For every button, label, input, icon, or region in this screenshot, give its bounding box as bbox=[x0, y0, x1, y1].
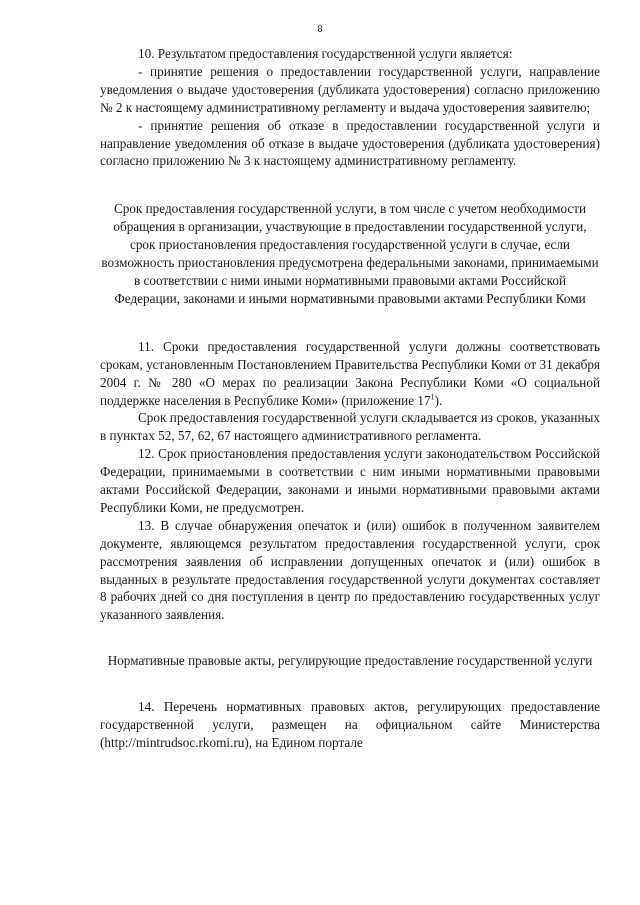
spacer bbox=[100, 308, 600, 338]
paragraph-11-b: Срок предоставления государственной услуги складывается из сроков, указанных в пунктах 52, 57, 62, 67 настоящего административного регламента. bbox=[100, 410, 600, 444]
paragraph-11-tail: ). bbox=[434, 392, 443, 408]
spacer bbox=[100, 170, 600, 200]
paragraph-11-text: 11. Сроки предоставления государственной услуги должны соответствовать срокам, установленным Постановлением Правительства Республики Коми от 31 декабря 2004 г. № 280 «О мерах по реализации Закона Республики Коми «О социальной поддержке населения в Республике Коми» (приложение 17 bbox=[100, 338, 600, 408]
section-heading-legal-acts: Нормативные правовые акты, регулирующие предоставление государственной услуги bbox=[107, 653, 593, 669]
page-number: 8 bbox=[317, 24, 323, 35]
section-heading-service-terms: Срок предоставления государственной услуги, в том числе с учетом необходимости обращения в организации, участвующие в предоставлении государственной услуги, срок приостановления предоставления государственной услуги в случае, если возможность приостановления предусмотрена федеральными законами, принимаемыми в соответствии с ними иными нормативными правовыми актами Российской Федерации, законами и иными нормативными правовыми актами Республики Коми bbox=[101, 201, 599, 306]
paragraph-14: 14. Перечень нормативных правовых актов, регулирующих предоставление государственной услуги, размещен на официальном сайте Министерства (http://mintrudsoc.rkomi.ru), на Едином портале bbox=[100, 699, 600, 750]
paragraph-13: 13. В случае обнаружения опечаток и (или) ошибок в полученном заявителем документе, являющемся результатом предоставления государственной услуги, срок рассмотрения заявления об исправлении допущенных опечаток и (или) ошибок в выданных в результате предоставления государственной услуги документах составляет 8 рабочих дней со дня поступления в центр по предоставлению государственных услуг указанного заявления. bbox=[100, 517, 600, 623]
document-body bbox=[100, 45, 600, 752]
spacer bbox=[100, 670, 600, 698]
paragraph-10-item-1: - принятие решения о предоставлении государственной услуги, направление уведомления о выдаче удостоверения (дубликата удостоверения) согласно приложению № 2 к настоящему административному регламенту и выдача удостоверения заявителю; bbox=[100, 63, 600, 115]
paragraph-10-intro: 10. Результатом предоставления государственной услуги является: bbox=[138, 46, 513, 61]
spacer bbox=[100, 624, 600, 652]
footnote-marker: 1 bbox=[430, 392, 435, 402]
paragraph-11 bbox=[100, 338, 600, 410]
paragraph-10-item-2: - принятие решения об отказе в предоставлении государственной услуги и направление уведомления об отказе в выдаче удостоверения (дубликата удостоверения) согласно приложению № 3 к настоящему административному регламенту. bbox=[100, 117, 600, 169]
paragraph-12: 12. Срок приостановления предоставления услуги законодательством Российской Федерации, принимаемыми в соответствии с ним иными нормативными правовыми актами Российской Федерации, законами и иными нормативными правовыми актами Республики Коми, не предусмотрен. bbox=[100, 446, 600, 515]
